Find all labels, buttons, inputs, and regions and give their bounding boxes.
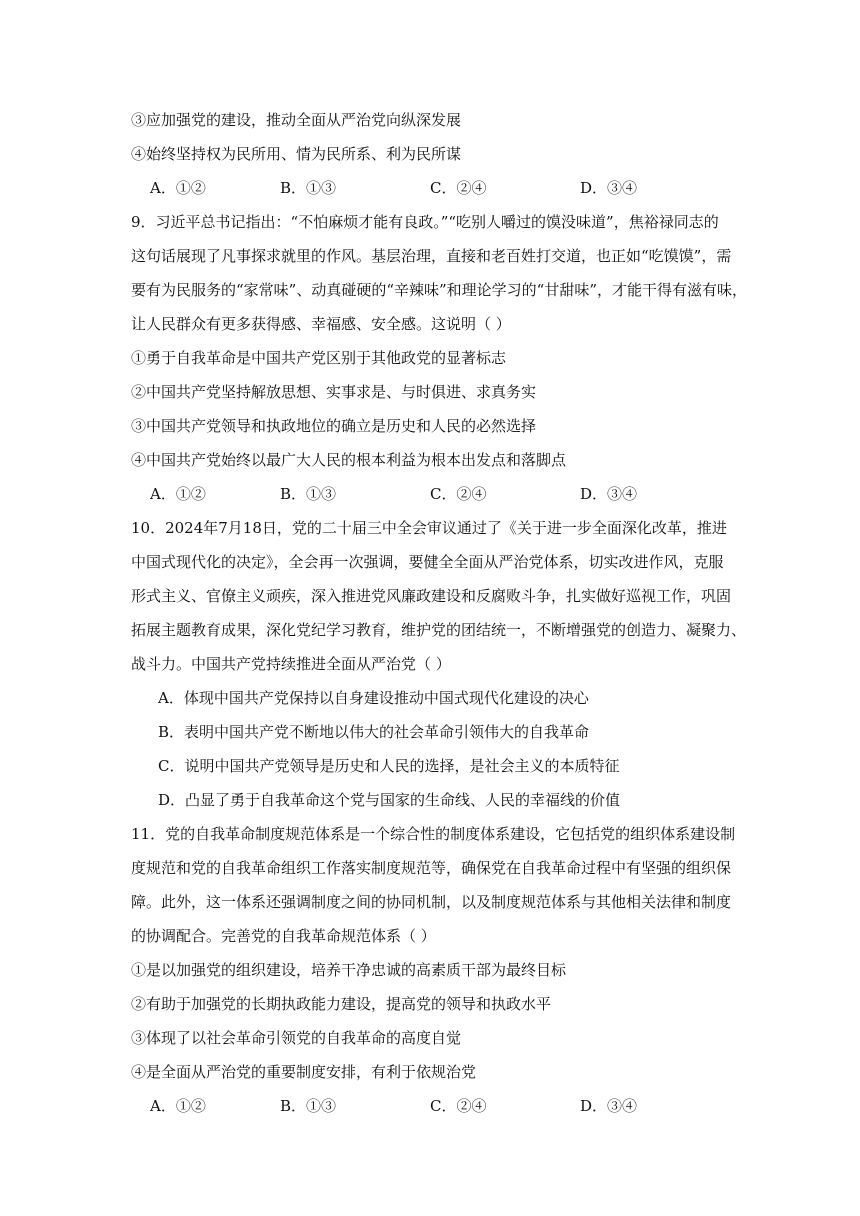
q8-statement-4: ④始终坚持权为民所用、情为民所系、利为民所谋 [131, 145, 462, 163]
q8-option-b[interactable]: B．①③ [280, 179, 337, 197]
q8-option-a[interactable]: A．①② [150, 179, 206, 197]
q10-stem-line-2: 中国式现代化的决定》，全会再一次强调，要健全全面从严治党体系，切实改进作风，克服 [131, 553, 724, 571]
q10-choice-b[interactable]: B．表明中国共产党不断地以伟大的社会革命引领伟大的自我革命 [158, 723, 590, 741]
q10-stem-line-5: 战斗力。中国共产党持续推进全面从严治党（ ） [131, 655, 451, 673]
q8-statement-3: ③应加强党的建设，推动全面从严治党向纵深发展 [131, 111, 462, 129]
q9-stem-line-1: 9．习近平总书记指出：“不怕麻烦才能有良政。”“吃别人嚼过的馍没味道”，焦裕禄同志的 [131, 213, 719, 231]
q11-statement-4: ④是全面从严治党的重要制度安排，有利于依规治党 [131, 1063, 477, 1081]
q11-stem-line-1: 11．党的自我革命制度规范体系是一个综合性的制度体系建设，它包括党的组织体系建设制 [131, 825, 736, 843]
q9-stem-line-2: 这句话展现了凡事探求就里的作风。基层治理，直接和老百姓打交道，也正如“吃馍馍”，需 [131, 247, 732, 265]
q8-option-c[interactable]: C．②④ [430, 179, 487, 197]
q11-option-d[interactable]: D．③④ [580, 1097, 638, 1115]
q10-choice-c[interactable]: C．说明中国共产党领导是历史和人民的选择，是社会主义的本质特征 [158, 757, 620, 775]
q10-choice-a[interactable]: A．体现中国共产党保持以自身建设推动中国式现代化建设的决心 [158, 689, 589, 707]
q10-stem-line-4: 拓展主题教育成果，深化党纪学习教育，维护党的团结统一，不断增强党的创造力、凝聚力、 [131, 621, 747, 639]
q9-stem-line-4: 让人民群众有更多获得感、幸福感、安全感。这说明（ ） [131, 315, 511, 333]
q11-stem-line-4: 的协调配合。完善党的自我革命规范体系（ ） [131, 927, 436, 945]
q9-statement-2: ②中国共产党坚持解放思想、实事求是、与时俱进、求真务实 [131, 383, 537, 401]
q9-option-b[interactable]: B．①③ [280, 485, 337, 503]
q9-stem-line-3: 要有为民服务的“家常味”、动真碰硬的“辛辣味”和理论学习的“甘甜味”，才能干得有滋有味， [131, 281, 748, 299]
q9-option-d[interactable]: D．③④ [580, 485, 638, 503]
q9-statement-1: ①勇于自我革命是中国共产党区别于其他政党的显著标志 [131, 349, 507, 367]
q10-choice-d[interactable]: D．凸显了勇于自我革命这个党与国家的生命线、人民的幸福线的价值 [158, 791, 621, 809]
q11-option-b[interactable]: B．①③ [280, 1097, 337, 1115]
q8-option-d[interactable]: D．③④ [580, 179, 638, 197]
q11-stem-line-2: 度规范和党的自我革命组织工作落实制度规范等，确保党在自我革命过程中有坚强的组织保 [131, 859, 732, 877]
q11-statement-2: ②有助于加强党的长期执政能力建设，提高党的领导和执政水平 [131, 995, 552, 1013]
q11-statement-3: ③体现了以社会革命引领党的自我革命的高度自觉 [131, 1029, 462, 1047]
q10-stem-line-1: 10．2024年7月18日，党的二十届三中全会审议通过了《关于进一步全面深化改革，推进 [131, 519, 727, 537]
q9-option-c[interactable]: C．②④ [430, 485, 487, 503]
q9-option-a[interactable]: A．①② [150, 485, 206, 503]
q11-statement-1: ①是以加强党的组织建设，培养干净忠诚的高素质干部为最终目标 [131, 961, 567, 979]
q9-statement-4: ④中国共产党始终以最广大人民的根本利益为根本出发点和落脚点 [131, 451, 567, 469]
q10-stem-line-3: 形式主义、官僚主义顽疾，深入推进党风廉政建设和反腐败斗争，扎实做好巡视工作，巩固 [131, 587, 732, 605]
q11-option-c[interactable]: C．②④ [430, 1097, 487, 1115]
q11-option-a[interactable]: A．①② [150, 1097, 206, 1115]
q11-stem-line-3: 障。此外，这一体系还强调制度之间的协同机制，以及制度规范体系与其他相关法律和制度 [131, 893, 732, 911]
q9-statement-3: ③中国共产党领导和执政地位的确立是历史和人民的必然选择 [131, 417, 537, 435]
